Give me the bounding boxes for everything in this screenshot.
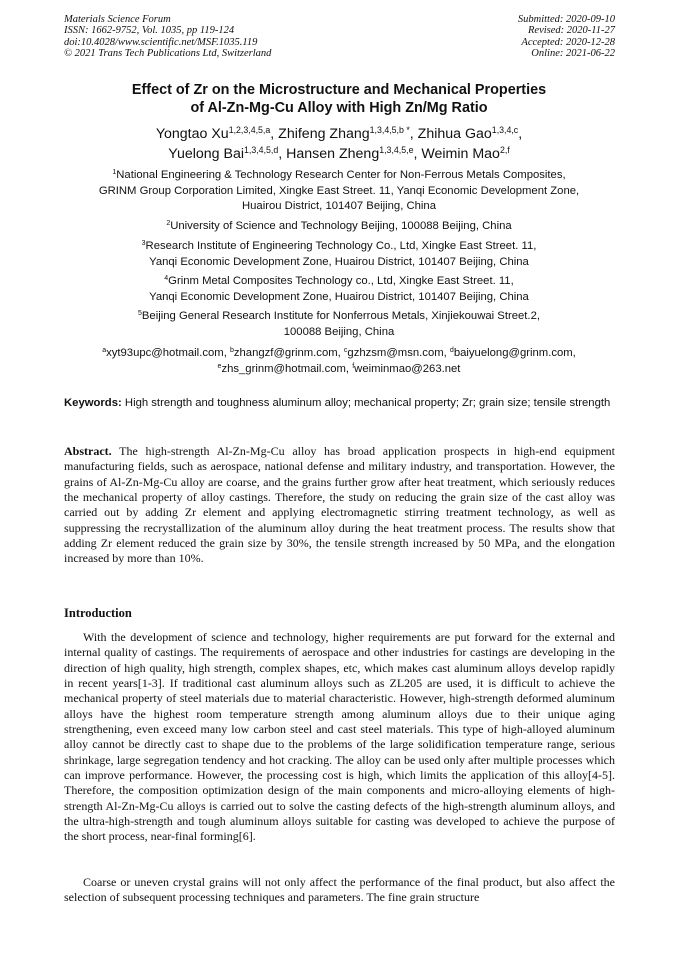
body-paragraph: With the development of science and technology, higher requirements are put forward for the external and internal quality of castings. The requirements of aerospace and other industries for castings are developing in the direction of high quality, high strength, complex shapes, etc, which makes cast aluminum alloys develop rapidly in recent years[1-3]. If traditional cast aluminum alloys such as ZL205 are used, it is difficult to achieve the mechanical property of steel materials due to material characteristic. However, high-strength deformed aluminum alloys have the highest room temperature strength among aluminum alloys due to their unique aging strengthening, even exceed many low carbon steel and cast steel materials. This type of high-alloyed aluminum alloy cannot be directly cast to shape due to the problems of the large solidification temperature range, serious shrinkage, large segregation tendency and hot cracking. The alloy can be used only after multiple processes which can improve performance. However, the processing cost is high, which limits the application of this alloy[4-5]. Therefore, the composition optimization design of the main components and micro-alloying elements of high-strength Al-Zn-Mg-Cu alloys is carried out to solve the casting defects of the high-strength aluminum alloys, and the ultra-high-strength and tough aluminum alloys suitable for casting was developed to achieve the purpose of the short process, near-final forming[6]. — [64, 630, 615, 844]
author-affil-marks: 1,3,4,5,b * — [369, 125, 410, 136]
author-name: Zhifeng Zhang — [278, 126, 370, 142]
author-list — [40, 124, 638, 164]
title-line: of Al-Zn-Mg-Cu Alloy with High Zn/Mg Ratio — [190, 100, 488, 116]
affiliation-line: Beijing General Research Institute for Nonferrous Metals, Xinjiekouwai Street.2, — [141, 310, 540, 322]
email-address: xyt93upc@hotmail.com — [106, 347, 224, 359]
author-name: Yuelong Bai — [168, 146, 244, 162]
affiliation-line: Grinm Metal Composites Technology co., Ltd, Xingke East Street. 11, — [168, 275, 514, 287]
submitted-date: Submitted: 2020-09-10 — [517, 14, 615, 25]
email-address: zhangzf@grinm.com — [233, 347, 338, 359]
publication-dates — [518, 14, 615, 59]
affiliation-1 — [40, 168, 638, 215]
email-address: zhs_grinm@hotmail.com — [221, 362, 346, 375]
accepted-date: Accepted: 2020-12-28 — [521, 36, 615, 48]
section-heading-introduction: Introduction — [64, 606, 132, 620]
author-affil-marks: 1,3,4,5,e — [379, 145, 414, 156]
author-name: Hansen Zheng — [286, 146, 380, 162]
author-name: Zhihua Gao — [417, 126, 492, 142]
abstract-label: Abstract. — [64, 444, 112, 458]
revised-date: Revised: 2020-11-27 — [528, 25, 615, 37]
keywords — [64, 396, 616, 411]
affiliation-line: Research Institute of Engineering Technology Co., Ltd, Xingke East Street. 11, — [145, 240, 537, 252]
journal-info — [64, 14, 271, 59]
affiliation-line: National Engineering & Technology Research Center for Non-Ferrous Metals Composites, — [116, 169, 566, 181]
journal-name: Materials Science Forum — [64, 14, 171, 25]
affiliation-number: 2 — [166, 220, 171, 228]
affiliation-line: 100088 Beijing, China — [283, 325, 395, 338]
affiliation-3 — [40, 239, 638, 270]
affiliation-4 — [40, 274, 638, 305]
paper-title — [40, 81, 638, 117]
email-address: baiyuelong@grinm.com — [453, 347, 573, 359]
author-affil-marks: 1,2,3,4,5,a — [228, 125, 271, 136]
title-line: Effect of Zr on the Microstructure and Mechanical Properties — [131, 82, 547, 98]
copyright-line: © 2021 Trans Tech Publications Ltd, Switzerland — [64, 47, 272, 59]
affiliation-line: Yanqi Economic Development Zone, Huairou District, 101407 Beijing, China — [149, 255, 529, 268]
author-name: Weimin Mao — [421, 146, 500, 162]
affiliation-line: University of Science and Technology Beijing, 100088 Beijing, China — [170, 220, 512, 232]
body-paragraph: Coarse or uneven crystal grains will not only affect the performance of the final product, but also affect the selection of subsequent processing techniques and parameters. The fine grain structure — [64, 875, 615, 905]
author-affil-marks: 2,f — [499, 145, 510, 156]
author-name: Yongtao Xu — [155, 126, 229, 142]
affiliation-number: 1 — [112, 169, 117, 177]
affiliation-line: Yanqi Economic Development Zone, Huairou District, 101407 Beijing, China — [149, 290, 529, 303]
issn-line: ISSN: 1662-9752, Vol. 1035, pp 119-124 — [64, 25, 235, 37]
affiliation-2 — [40, 219, 638, 235]
abstract — [64, 444, 615, 567]
author-line: Yongtao Xu$^{1,2,3,4,5,a}$, Zhifeng Zhang$^{1,3,4,5,b *}$, Zhihua Gao$^{1,3,4,c}$, — [155, 125, 523, 142]
email-address: gzhzsm@msn.com — [347, 347, 444, 359]
author-affil-marks: 1,3,4,5,d — [244, 145, 279, 156]
keywords-label: Keywords: — [64, 397, 122, 409]
keywords-text: High strength and toughness aluminum alloy; mechanical property; Zr; grain size; tensile strength — [124, 397, 611, 409]
author-emails: $^a$xyt93upc@hotmail.com, $^b$zhangzf@grinm.com, $^c$gzhzsm@msn.com, $^d$baiyuelong@grinm.com, $^e$zhs_grinm@hotmail.com, $^f$weiminmao@263.net — [102, 347, 576, 375]
affiliation-line: Huairou District, 101407 Beijing, China — [241, 200, 437, 213]
online-date: Online: 2021-06-22 — [531, 47, 615, 59]
email-address: weiminmao@263.net — [354, 362, 461, 375]
affiliation-number: 3 — [141, 240, 146, 248]
author-line: Yuelong Bai$^{1,3,4,5,d}$, Hansen Zheng$^{1,3,4,5,e}$, Weimin Mao$^{2,f}$ — [168, 145, 510, 162]
affiliation-number: 4 — [164, 275, 169, 283]
doi-line: doi:10.4028/www.scientific.net/MSF.1035.119 — [64, 36, 258, 48]
author-affil-marks: 1,3,4,c — [491, 125, 519, 136]
abstract-text: The high-strength Al-Zn-Mg-Cu alloy has broad application prospects in high-end equipment manufacturing fields, such as aerospace, national defense and military industry, and transportation. However, the grains of Al-Zn-Mg-Cu alloy are coarse, and the grains further grow after heat treatment, which seriously reduces the mechanical property of alloy castings. Therefore, the study on reducing the grain size of the cast alloy was carried out by adding Zr element and applying electromagnetic stirring treatment technology, as well as suppressing the recrystallization of the aluminum alloy during the heat treatment process. The results show that adding Zr element reduced the grain size by 30%, the tensile strength increased by 50 MPa, and the elongation increased by more than 10%. — [64, 444, 615, 566]
affiliation-5 — [40, 309, 638, 340]
affiliation-number: 5 — [137, 310, 142, 318]
affiliation-line: GRINM Group Corporation Limited, Xingke East Street. 11, Yanqi Economic Development Zone, — [98, 184, 580, 197]
